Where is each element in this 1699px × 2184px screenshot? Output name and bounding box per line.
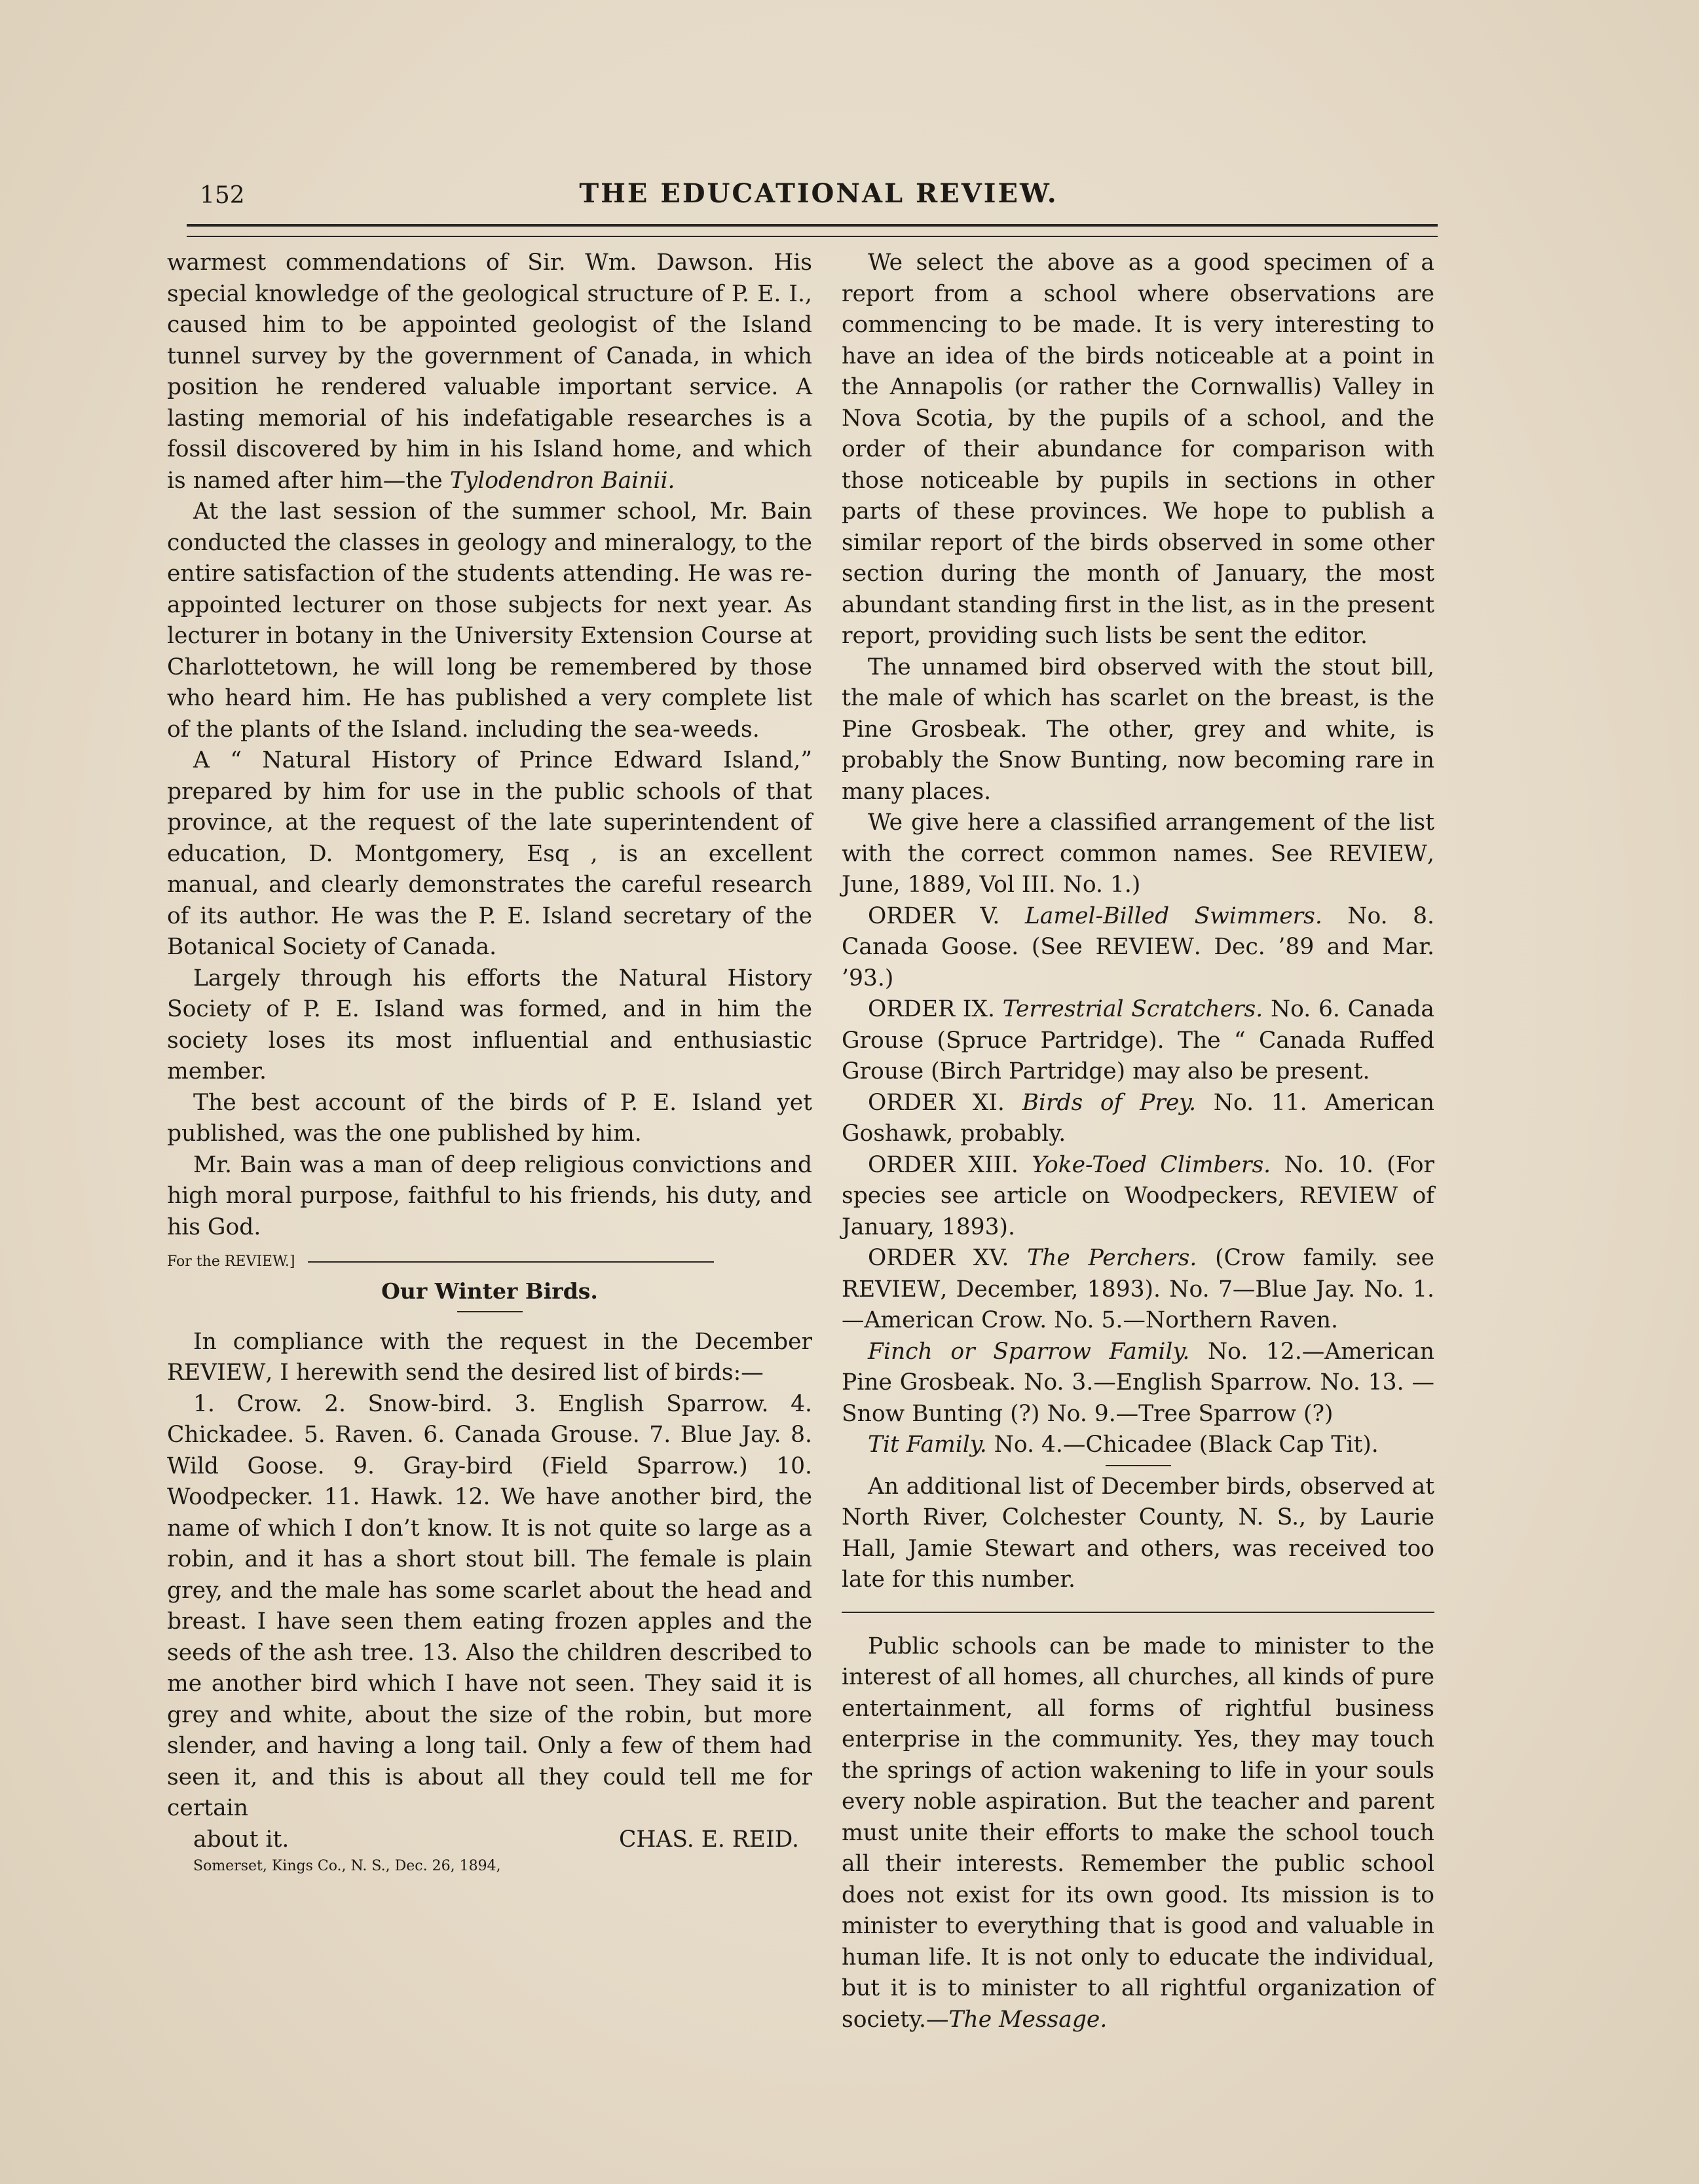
- order-entry: ORDER XIII. Yoke-Toed Climbers. No. 10. (For species see article on Woodpeckers, REVIEW of January, 1893).: [842, 1151, 1435, 1240]
- signature-line: [167, 1824, 812, 1856]
- section-rule: [842, 1612, 1434, 1613]
- right-column: [842, 248, 1434, 2035]
- paragraph: An additional list of December birds, observed at North River, Colchester County, N. S., by Laurie Hall, Jamie Stewart and others, was received too late for this number.: [842, 1473, 1434, 1593]
- for-review-attribution: [167, 1252, 812, 1272]
- dateline: Somerset, Kings Co., N. S., Dec. 26, 1894,: [193, 1858, 501, 1874]
- order-entry: ORDER V. Lamel-Billed Swimmers. No. 8. Canada Goose. (See REVIEW. Dec. ’89 and Mar. ’93.): [842, 902, 1435, 991]
- signature: CHAS. E. REID.: [618, 1826, 799, 1853]
- page-number: 152: [200, 182, 245, 209]
- order-entry: ORDER XV. The Perchers. (Crow family. see REVIEW, December, 1893). No. 7—Blue Jay. No. 1.—American Crow. No. 5.—Northern Raven.: [842, 1245, 1434, 1333]
- bird-list-paragraph: 1. Crow. 2. Snow-bird. 3. English Sparrow. 4. Chickadee. 5. Raven. 6. Canada Grouse. 7. Blue Jay. 8. Wild Goose. 9. Gray-bird (Field Sparrow.) 10. Woodpecker. 11. Hawk. 12. We have another bird, the name of which I don’t know. It is not quite so large as a robin, and it has a short stout bill. The female is plain grey, and the male has some scarlet about the head and breast. I have seen them eating frozen apples and the seeds of the ash tree. 13. Also the children described to me another bird which I have not seen. They said it is grey and white, about the size of the robin, but more slender, and having a long tail. Only a few of them had seen it, and this is about all they could tell me for certain: [167, 1390, 812, 1821]
- section-rule: [308, 1261, 714, 1263]
- paragraph: At the last session of the summer school, Mr. Bain conducted the classes in geology and mineralogy, to the entire satisfaction of the students attending. He was re-appointed lecturer on those subjects for next year. As lecturer in botany in the University Extension Course at Charlottetown, he will long be remembered by those who heard him. He has published a very complete list of the plants of the Island. including the sea-weeds.: [167, 498, 812, 743]
- family-entry: Tit Family. No. 4.—Chicadee (Black Cap Tit).: [868, 1432, 1379, 1458]
- paragraph: warmest commendations of Sir. Wm. Dawson. His special knowledge of the geological structure of P. E. I., caused him to be appointed geologist of the Island tunnel survey by the government of Canada, in which position he rendered valuable important service. A lasting memorial of his indefatigable researches is a fossil discovered by him in his Island home, and which is named after him—the Tylodendron Bainii.: [167, 250, 812, 494]
- paragraph: The best account of the birds of P. E. Island yet published, was the one published by him.: [167, 1089, 812, 1147]
- paragraph: We give here a classified arrangement of the list with the correct common names. See REVIEW, June, 1889, Vol III. No. 1.): [842, 809, 1434, 898]
- page-header: [200, 178, 1438, 217]
- journal-title: THE EDUCATIONAL REVIEW.: [579, 178, 1058, 209]
- paragraph: In compliance with the request in the December REVIEW, I herewith send the desired list of birds:—: [167, 1328, 812, 1386]
- title-rule: [457, 1311, 523, 1312]
- section-rule: [1106, 1465, 1171, 1466]
- paragraph: Mr. Bain was a man of deep religious convictions and high moral purpose, faithful to his friends, his duty, and his God.: [167, 1151, 812, 1240]
- order-entry: ORDER XI. Birds of Prey. No. 11. American Goshawk, probably.: [842, 1089, 1434, 1147]
- paragraph: The unnamed bird observed with the stout bill, the male of which has scarlet on the breast, is the Pine Grosbeak. The other, grey and white, is probably the Snow Bunting, now becoming rare in many places.: [842, 654, 1434, 805]
- paragraph: A “ Natural History of Prince Edward Island,” prepared by him for use in the public schools of that province, at the request of the late superintendent of education, D. Montgomery, Esq , is an excellent manual, and clearly demonstrates the careful research of its author. He was the P. E. Island secretary of the Botanical Society of Canada.: [167, 747, 812, 960]
- left-column: [167, 248, 812, 1878]
- quote-paragraph: Public schools can be made to minister to the interest of all homes, all churches, all kinds of pure entertainment, all forms of rightful business enterprise in the community. Yes, they may touch the springs of action wakening to life in your souls every noble aspiration. But the teacher and parent must unite their efforts to make the school touch all their interests. Remember the public school does not exist for its own good. Its mission is to minister to everything that is good and valuable in human life. It is not only to educate the individual, but it is to minister to all rightful organization of society.—The Message.: [842, 1633, 1434, 2033]
- family-entry: Finch or Sparrow Family. No. 12.—American Pine Grosbeak. No. 3.—English Sparrow. No. 13. —Snow Bunting (?) No. 9.—Tree Sparrow (?): [842, 1338, 1434, 1427]
- order-entry: ORDER IX. Terrestrial Scratchers. No. 6. Canada Grouse (Spruce Partridge). The “ Canada Ruffed Grouse (Birch Partridge) may also be present.: [842, 996, 1434, 1084]
- paragraph: Largely through his efforts the Natural History Society of P. E. Island was formed, and in him the society loses its most influential and enthusiastic member.: [167, 965, 812, 1084]
- paragraph-end: about it.: [193, 1826, 289, 1853]
- article-title: Our Winter Birds.: [381, 1278, 598, 1304]
- for-review-label: For the REVIEW.]: [167, 1253, 295, 1270]
- paragraph: We select the above as a good specimen of a report from a school where observations are commencing to be made. It is very interesting to have an idea of the birds noticeable at a point in the Annapolis (or rather the Cornwallis) Valley in Nova Scotia, by the pupils of a school, and the order of their abundance for comparison with those noticeable by pupils in sections in other parts of these provinces. We hope to publish a similar report of the birds observed in some other section during the month of January, the most abundant standing first in the list, as in the present report, providing such lists be sent the editor.: [842, 250, 1434, 649]
- header-rule: [187, 224, 1438, 237]
